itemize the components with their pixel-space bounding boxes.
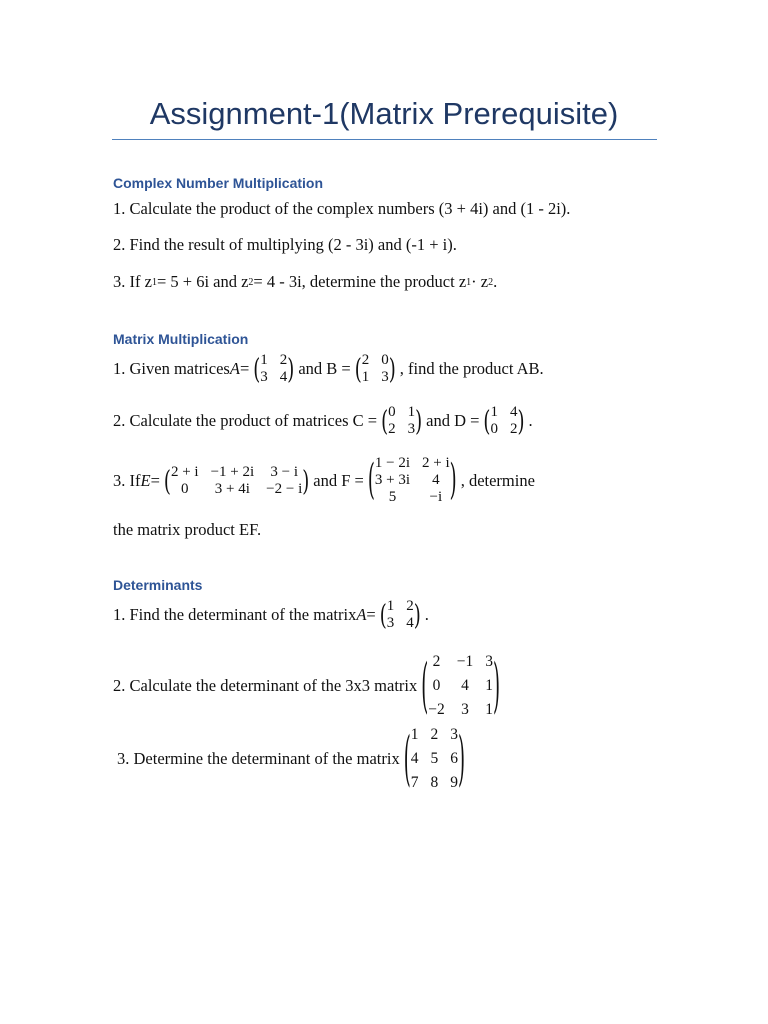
matrix-cell: 3 xyxy=(450,726,458,743)
matrix-F xyxy=(368,455,457,506)
matmul-question-3 xyxy=(113,455,535,506)
matrix-cell: 3 xyxy=(407,421,416,437)
matrix-cell: 3 xyxy=(461,701,469,718)
q3-sub-2: 2 xyxy=(248,276,254,288)
matrix-body xyxy=(411,723,458,795)
matrix-cell: 2 xyxy=(509,421,518,437)
matrix-cell: −1 + 2i xyxy=(210,463,255,480)
matrix-body xyxy=(260,352,287,386)
matrix-A-det xyxy=(380,598,421,632)
mm-q3-eq: = xyxy=(150,470,160,490)
matrix-right-paren: ) xyxy=(388,352,396,386)
matrix-cell: −2 xyxy=(428,701,445,718)
matrix-cell: 0 xyxy=(432,677,441,694)
q3-text-d: · z xyxy=(471,272,489,291)
title-underline xyxy=(112,139,657,140)
mm-q1-text-a: 1. Given matrices xyxy=(113,359,230,378)
matrix-cell: 4 xyxy=(432,472,440,488)
mm-q2-text-c: . xyxy=(528,411,533,430)
matrix-cell: 3 + 3i xyxy=(374,472,411,488)
matrix-cell: 4 xyxy=(461,677,469,694)
matrix-left-paren: ( xyxy=(381,404,389,438)
matrix-cell: 2 xyxy=(361,352,370,368)
q3-text-b: = 5 + 6i and z xyxy=(156,272,249,291)
matrix-left-paren: ( xyxy=(403,724,411,794)
mm-q1-var-A: A xyxy=(229,359,240,378)
q3-text-a: 3. If z xyxy=(113,272,152,291)
q3-sub-1: 1 xyxy=(151,276,157,288)
matrix-cell: 0 xyxy=(381,352,389,368)
matrix-body xyxy=(375,455,450,506)
matrix-cell: 2 xyxy=(406,598,414,614)
matrix-left-paren: ( xyxy=(253,352,261,386)
mm-q1-text-b: and B = xyxy=(298,359,351,378)
complex-question-3 xyxy=(113,272,497,292)
matrix-cell: 1 xyxy=(260,352,268,368)
matrix-cell: 1 xyxy=(361,369,370,385)
matrix-cell: 2 xyxy=(388,421,396,437)
matrix-cell: 2 + i xyxy=(422,455,450,471)
matrix-cell: 4 xyxy=(279,369,288,385)
mm-q1-eq: = xyxy=(239,359,250,378)
matrix-cell: 3 − i xyxy=(270,463,299,480)
matrix-D xyxy=(483,404,524,438)
matrix-E xyxy=(164,464,309,498)
matrix-cell: 3 xyxy=(381,369,389,385)
matrix-body xyxy=(490,404,517,438)
matrix-cell: 9 xyxy=(450,774,458,791)
det-q1-text-b: . xyxy=(424,605,429,624)
matrix-left-paren: ( xyxy=(163,464,171,497)
matrix-B-mm xyxy=(355,352,396,386)
matrix-cell: 3 + 4i xyxy=(214,480,250,497)
matrix-cell: 0 xyxy=(388,404,396,420)
mm-q3-text-b: and F = xyxy=(313,470,364,490)
det-question-1 xyxy=(113,598,429,632)
matrix-left-paren: ( xyxy=(421,651,429,721)
matrix-A-mm xyxy=(253,352,294,386)
matrix-right-paren: ) xyxy=(493,651,501,721)
det-q3-text-a: 3. Determine the determinant of the matrix xyxy=(117,749,400,768)
matrix-body xyxy=(387,598,414,632)
matrix-cell: −2 − i xyxy=(266,480,303,497)
mm-q1-text-c: , find the product AB. xyxy=(399,359,544,378)
det-q1-text-a: 1. Find the determinant of the matrix xyxy=(113,605,357,624)
matrix-body xyxy=(388,404,415,438)
matrix-cell: −i xyxy=(429,489,443,505)
matmul-question-2 xyxy=(113,404,533,438)
matrix-cell: 5 xyxy=(430,750,439,767)
matrix-cell: 3 xyxy=(485,653,494,670)
det-q1-var-A: A xyxy=(356,605,367,624)
heading-determinants: Determinants xyxy=(113,577,203,593)
q3-sub-4: 2 xyxy=(488,276,494,288)
matrix-left-paren: ( xyxy=(379,598,387,632)
matrix-cell: 4 xyxy=(406,615,414,631)
matrix-right-paren: ) xyxy=(457,724,466,794)
q3-text-c: = 4 - 3i, determine the product z xyxy=(253,272,467,291)
matrix-right-paren: ) xyxy=(302,464,310,497)
matrix-cell: 1 xyxy=(490,404,498,420)
det-q2-text-a: 2. Calculate the determinant of the 3x3 matrix xyxy=(113,676,418,695)
matrix-cell: 1 xyxy=(485,701,494,718)
complex-question-1: 1. Calculate the product of the complex numbers (3 + 4i) and (1 - 2i). xyxy=(113,199,571,218)
matmul-question-1 xyxy=(113,352,544,386)
matrix-cell: 7 xyxy=(410,774,419,791)
matrix-cell: 4 xyxy=(410,750,419,767)
mm-q2-text-a: 2. Calculate the product of matrices C = xyxy=(113,411,378,430)
matrix-cell: 3 xyxy=(386,615,395,631)
matrix-cell: 5 xyxy=(388,489,397,505)
heading-complex-multiplication: Complex Number Multiplication xyxy=(113,175,324,191)
matrix-right-paren: ) xyxy=(415,404,423,438)
matrix-right-paren: ) xyxy=(517,404,525,438)
matrix-cell: 2 xyxy=(432,653,441,670)
matrix-cell: 1 xyxy=(410,726,419,743)
matrix-cell: 1 xyxy=(485,677,494,694)
matrix-right-paren: ) xyxy=(413,598,421,632)
matrix-C xyxy=(381,404,422,438)
matrix-right-paren: ) xyxy=(449,456,457,505)
matrix-left-paren: ( xyxy=(367,456,375,505)
matrix-cell: −1 xyxy=(456,653,474,670)
q3-text-e: . xyxy=(493,272,498,291)
matrix-cell: 2 xyxy=(430,726,439,743)
matrix-cell: 8 xyxy=(430,774,439,791)
matrix-cell: 6 xyxy=(450,750,458,767)
matrix-123-456-789 xyxy=(404,723,465,795)
mm-q3-text-c: , determine xyxy=(460,470,535,490)
matrix-cell: 3 xyxy=(260,369,268,385)
matrix-body xyxy=(171,464,302,498)
matrix-cell: 2 + i xyxy=(170,463,199,480)
mm-q3-text-a: 3. If xyxy=(113,470,141,490)
det-q1-eq: = xyxy=(366,605,376,624)
matrix-cell: 1 xyxy=(407,404,416,420)
matrix-cell: 0 xyxy=(181,480,189,497)
matrix-cell: 1 xyxy=(386,598,395,614)
matrix-cell: 2 xyxy=(279,352,288,368)
det-question-2 xyxy=(113,650,504,722)
matrix-left-paren: ( xyxy=(354,352,362,386)
matrix-cell: 1 − 2i xyxy=(374,455,411,471)
matrix-body xyxy=(362,352,389,386)
matrix-cell: 0 xyxy=(490,421,498,437)
document-title: Assignment-1(Matrix Prerequisite) xyxy=(149,96,619,131)
matrix-right-paren: ) xyxy=(287,352,295,386)
complex-question-2: 2. Find the result of multiplying (2 - 3i) and (-1 + i). xyxy=(113,235,457,254)
mm-q2-text-b: and D = xyxy=(426,411,480,430)
matrix-left-paren: ( xyxy=(483,404,491,438)
q3-sub-3: 1 xyxy=(466,276,472,288)
mm-q3-var-E: E xyxy=(140,470,151,490)
matmul-question-3-continued: the matrix product EF. xyxy=(113,520,262,539)
matrix-cell: 4 xyxy=(509,404,518,420)
det-question-3 xyxy=(117,723,469,795)
heading-matrix-multiplication: Matrix Multiplication xyxy=(113,331,249,347)
